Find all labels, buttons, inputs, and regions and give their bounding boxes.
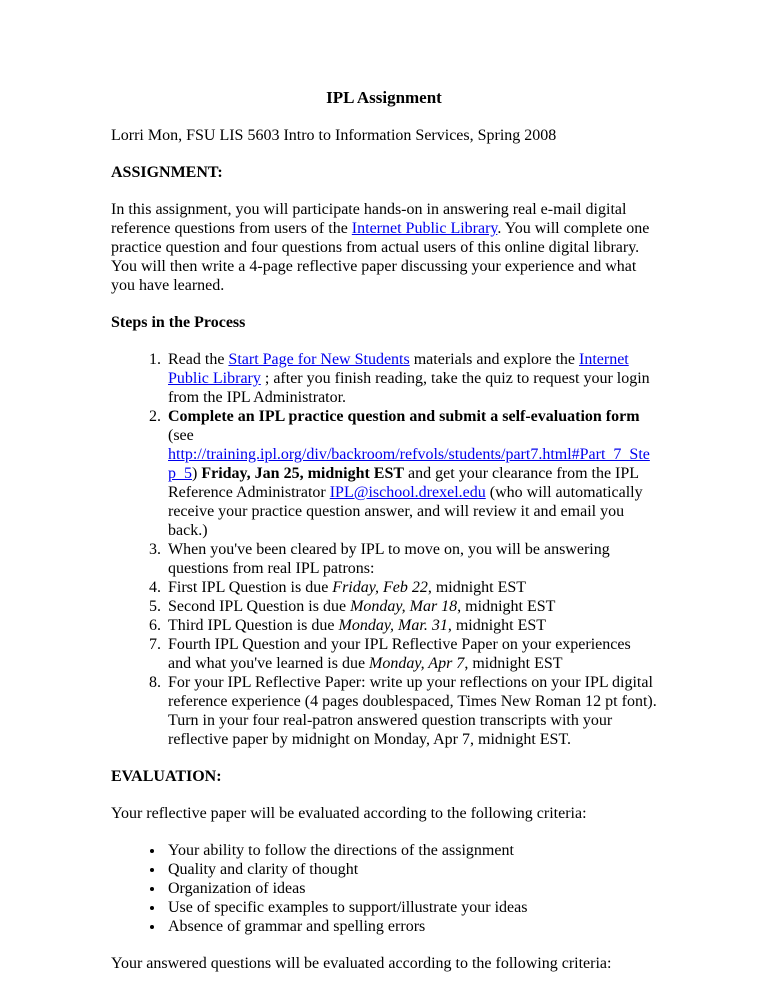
hyperlink[interactable]: Internet Public Library — [351, 220, 498, 237]
text-run: Read the — [168, 351, 229, 368]
text-run: , midnight EST — [447, 617, 547, 634]
byline: Lorri Mon, FSU LIS 5603 Intro to Information Services, Spring 2008 — [111, 127, 557, 144]
text-run: and get your clearance from the IPL Reference Administrator — [168, 465, 639, 501]
text-run: First IPL Question is due — [168, 579, 333, 596]
text-run: (see — [168, 427, 194, 444]
text-run: ; after you finish reading, take the quiz to request your login from the IPL Administrator. — [168, 370, 650, 406]
text-run: For your IPL Reflective Paper: write up your reflections on your IPL digital reference experience (4 pages doublespaced, Times New Roman 12 pt font). Turn in your four real-patron answered question transcripts with your reflective paper by midnight on Monday, Apr 7, midnight EST. — [168, 674, 657, 748]
text-run: materials and explore the — [409, 351, 579, 368]
text-run: In this assignment, you will participate hands-on in answering real e-mail digital reference questions from users of the — [111, 201, 627, 237]
text-run: Monday, Apr 7 — [369, 655, 465, 672]
evaluation-heading: EVALUATION: — [111, 768, 222, 785]
step-item — [165, 407, 657, 540]
text-run: Second IPL Question is due — [168, 598, 351, 615]
criteria-item: • Your ability to follow the directions of the assignment — [165, 841, 657, 860]
assignment-heading: ASSIGNMENT: — [111, 164, 223, 181]
step-item — [165, 578, 657, 597]
text-run: Monday, Mar 18 — [350, 598, 458, 615]
text-run: (who will automatically receive your practice question answer, and will review it and email you back.) — [168, 484, 643, 539]
evaluation-intro: Your reflective paper will be evaluated according to the following criteria: — [111, 805, 587, 822]
text-run: When you've been cleared by IPL to move on, you will be answering questions from real IPL patrons: — [168, 541, 610, 577]
hyperlink[interactable]: Start Page for New Students — [228, 351, 410, 368]
step-item — [165, 635, 657, 673]
step-item — [165, 350, 657, 407]
hyperlink[interactable]: http://training.ipl.org/div/backroom/refvols/students/part7.html#Part_7_Step_5 — [168, 446, 650, 482]
text-run: , midnight EST — [464, 655, 563, 672]
text-run: Monday, Mar. 31 — [338, 617, 448, 634]
steps-heading: Steps in the Process — [111, 314, 246, 331]
text-run: Third IPL Question is due — [168, 617, 339, 634]
intro-paragraph — [111, 200, 657, 295]
text-run: , midnight EST — [457, 598, 556, 615]
criteria-item: • Use of specific examples to support/illustrate your ideas — [165, 898, 657, 917]
text-run: Fourth IPL Question and your IPL Reflective Paper on your experiences and what you've learned is due — [168, 636, 631, 672]
hyperlink[interactable]: IPL@ischool.drexel.edu — [329, 484, 486, 501]
text-run: Complete an IPL practice question and submit a self-evaluation form — [168, 408, 640, 425]
criteria-list — [111, 841, 657, 936]
text-run: Friday, Feb 22 — [332, 579, 428, 596]
step-item — [165, 540, 657, 578]
text-run: . You will complete one practice question and four questions from actual users of this online digital library. You will then write a 4-page reflective paper discussing your experience and what you have learned. — [111, 220, 650, 294]
text-run: ) — [192, 465, 202, 482]
criteria-item: • Quality and clarity of thought — [165, 860, 657, 879]
text-run: , midnight EST — [427, 579, 527, 596]
step-item — [165, 616, 657, 635]
hyperlink[interactable]: Internet Public Library — [168, 351, 629, 387]
closing-paragraph: Your answered questions will be evaluated according to the following criteria: — [111, 955, 612, 972]
criteria-item: • Absence of grammar and spelling errors — [165, 917, 657, 936]
criteria-item: • Organization of ideas — [165, 879, 657, 898]
text-run: Friday, Jan 25, midnight EST — [201, 465, 405, 482]
step-item — [165, 673, 657, 749]
steps-list — [111, 350, 657, 749]
step-item — [165, 597, 657, 616]
document-title: IPL Assignment — [326, 88, 442, 107]
